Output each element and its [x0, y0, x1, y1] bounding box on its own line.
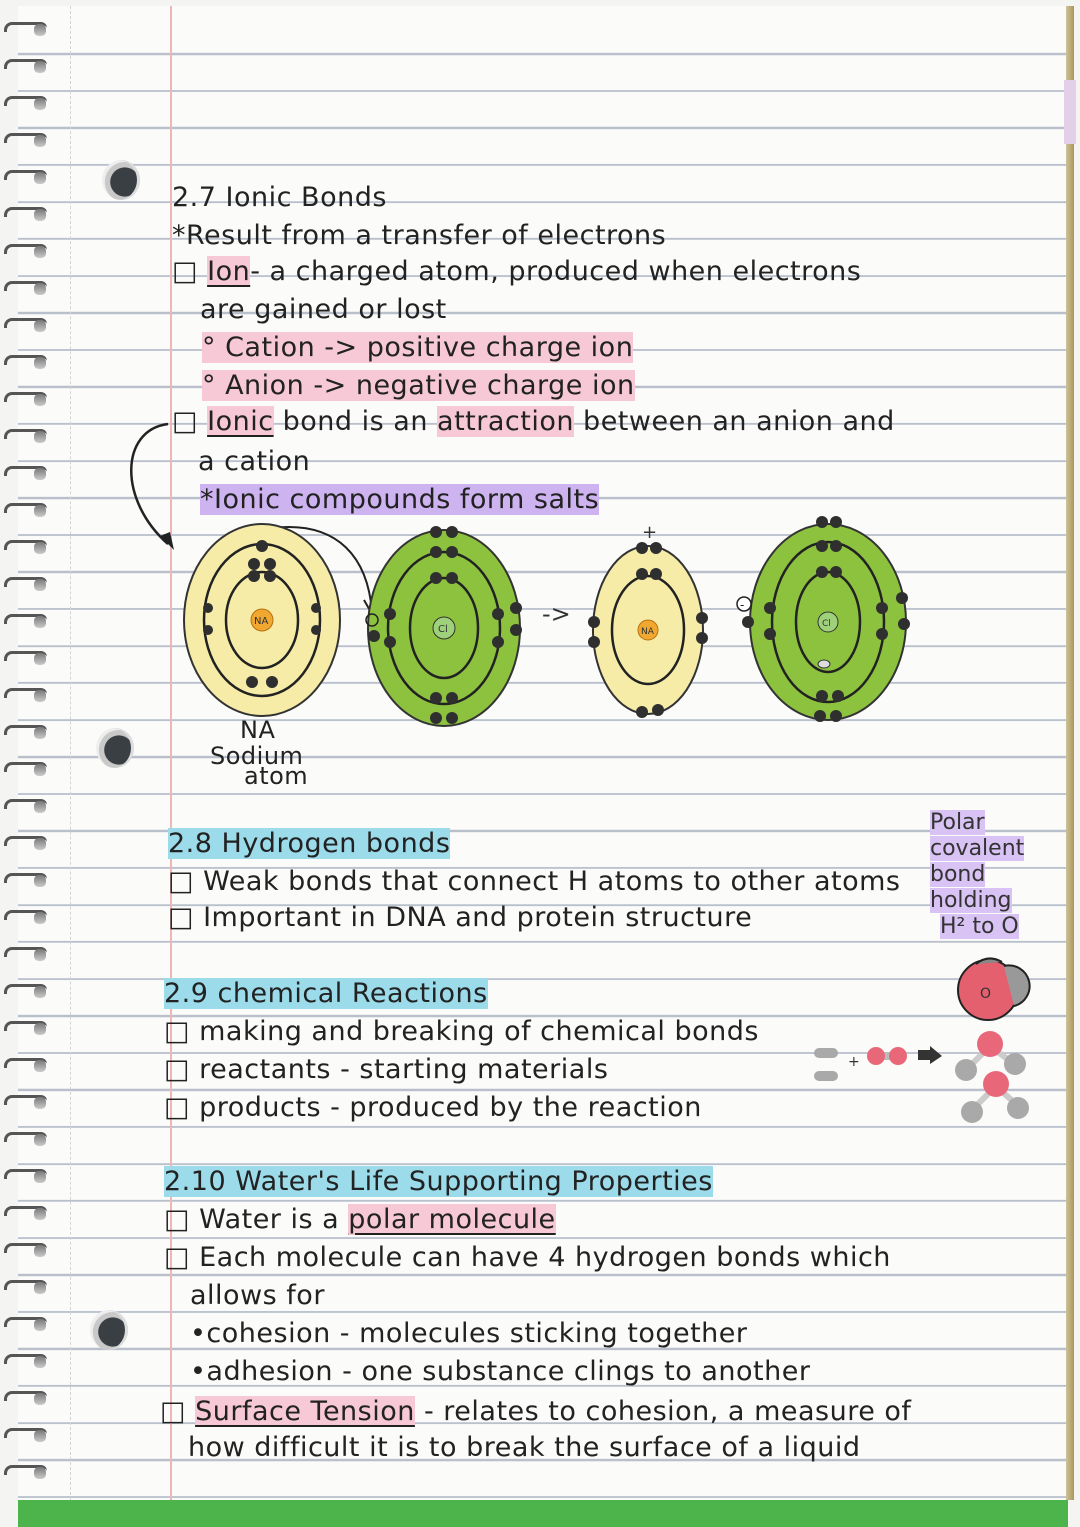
svg-text:NA: NA — [641, 627, 654, 637]
ion-def-text: - a charged atom, produced when electrons — [250, 256, 862, 287]
reaction-arrow-icon — [918, 1046, 942, 1064]
section-title-hydrogen-bonds: 2.8 Hydrogen bonds — [168, 828, 451, 859]
ionic-bond-text: bond is an — [273, 406, 438, 437]
checkbox-bullet: □ — [160, 1396, 196, 1427]
anion-definition: ° Anion -> negative charge ion — [202, 370, 635, 401]
surface-tension-text: - relates to cohesion, a measure of — [414, 1396, 912, 1427]
water-item-1 — [164, 1204, 556, 1235]
water-item-2: □ Each molecule can have 4 hydrogen bonds which — [164, 1242, 891, 1273]
note-line: bond — [930, 862, 986, 887]
hydrogen-bonds-item-1: □ Weak bonds that connect H atoms to other atoms — [168, 866, 901, 897]
checkbox-bullet: □ — [172, 256, 199, 287]
water-item-1-text: □ Water is a — [164, 1204, 349, 1235]
ion-term: Ion — [207, 256, 251, 287]
ionic-bond-definition-cont: a cation — [198, 446, 311, 477]
note-line: holding — [930, 888, 1012, 913]
reactions-item-3: □ products - produced by the reaction — [164, 1092, 702, 1123]
diagram-caption-symbol: NA — [240, 716, 276, 744]
ionic-note: *Result from a transfer of electrons — [172, 220, 667, 251]
reaction-arrow: -> — [542, 600, 571, 628]
note-line: H² to O — [940, 914, 1019, 939]
note-line: Polar — [930, 810, 985, 835]
cation-definition: ° Cation -> positive charge ion — [202, 332, 634, 363]
water-item-2-cont: allows for — [190, 1280, 325, 1311]
svg-text:O: O — [980, 986, 992, 1002]
svg-text:-: - — [740, 598, 745, 612]
ion-definition-cont: are gained or lost — [200, 294, 447, 325]
svg-text:Cl: Cl — [438, 624, 448, 635]
reactions-item-1: □ making and breaking of chemical bonds — [164, 1016, 759, 1047]
salts-note: *Ionic compounds form salts — [200, 484, 600, 515]
section-title-ionic-bonds: 2.7 Ionic Bonds — [172, 182, 387, 213]
svg-text:Cl: Cl — [822, 619, 831, 629]
checkbox-bullet: □ — [172, 406, 199, 437]
section-title-chemical-reactions: 2.9 chemical Reactions — [164, 978, 488, 1009]
plus-sign: + — [848, 1054, 860, 1070]
adhesion-definition: •adhesion - one substance clings to another — [190, 1356, 811, 1387]
attraction-term: attraction — [437, 406, 574, 437]
note-line: covalent — [930, 836, 1025, 861]
reactions-item-2: □ reactants - starting materials — [164, 1054, 609, 1085]
diagram-caption-name: Sodium — [210, 742, 304, 770]
section-title-water-properties: 2.10 Water's Life Supporting Properties — [164, 1166, 713, 1197]
ionic-term: Ionic — [207, 406, 274, 437]
diagram-caption-type: atom — [244, 762, 309, 790]
surface-tension-cont: how difficult it is to break the surface of a liquid — [188, 1432, 861, 1463]
cohesion-definition: •cohesion - molecules sticking together — [190, 1318, 748, 1349]
surface-tension-definition — [160, 1396, 911, 1427]
polar-molecule-term: polar molecule — [348, 1204, 556, 1235]
svg-text:+: + — [642, 522, 658, 543]
ionic-bond-text-end: between an anion and — [573, 406, 895, 437]
svg-text:NA: NA — [254, 616, 269, 627]
surface-tension-term: Surface Tension — [195, 1396, 415, 1427]
hydrogen-bonds-item-2: □ Important in DNA and protein structure — [168, 902, 753, 933]
